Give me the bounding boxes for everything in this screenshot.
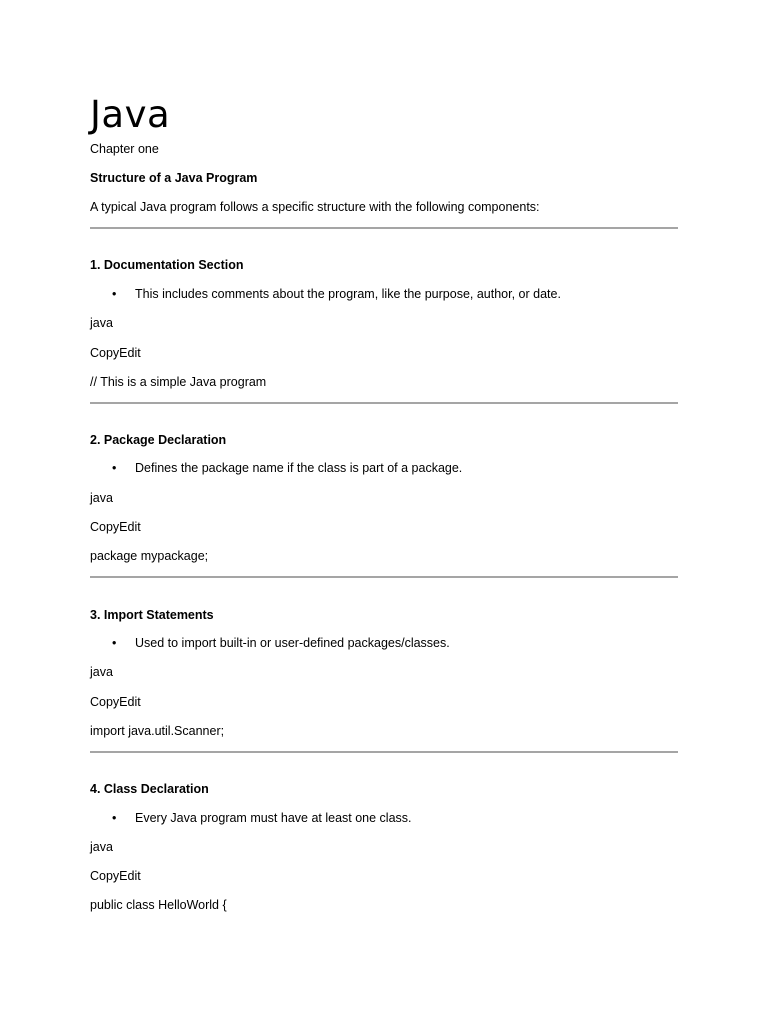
code-line: public class HelloWorld { [90,898,227,912]
bullet-dot: • [112,461,117,475]
main-heading: Structure of a Java Program [90,171,258,185]
section-heading: 4. Class Declaration [90,782,209,796]
horizontal-rule [90,402,678,404]
code-language-label: java [90,316,113,330]
bullet-dot: • [112,811,117,825]
horizontal-rule [90,576,678,578]
copy-edit-label: CopyEdit [90,695,141,709]
bullet-dot: • [112,287,117,301]
section-heading: 3. Import Statements [90,608,214,622]
copy-edit-label: CopyEdit [90,520,141,534]
intro-paragraph: A typical Java program follows a specific structure with the following components: [90,200,540,214]
code-language-label: java [90,840,113,854]
code-line: package mypackage; [90,549,209,563]
section-bullet-text: Used to import built-in or user-defined packages/classes. [135,636,450,650]
copy-edit-label: CopyEdit [90,869,141,883]
section-bullet-text: Defines the package name if the class is part of a package. [135,461,463,475]
horizontal-rule [90,751,678,753]
section-heading: 2. Package Declaration [90,433,227,447]
code-language-label: java [90,491,113,505]
code-line: import java.util.Scanner; [90,724,225,738]
section-bullet-text: Every Java program must have at least one class. [135,811,412,825]
section-heading: 1. Documentation Section [90,258,244,272]
document-title: Java [90,93,171,136]
chapter-label: Chapter one [90,142,159,156]
code-language-label: java [90,665,113,679]
copy-edit-label: CopyEdit [90,346,141,360]
code-line: // This is a simple Java program [90,375,267,389]
horizontal-rule [90,227,678,229]
section-bullet-text: This includes comments about the program, like the purpose, author, or date. [135,287,561,301]
bullet-dot: • [112,636,117,650]
